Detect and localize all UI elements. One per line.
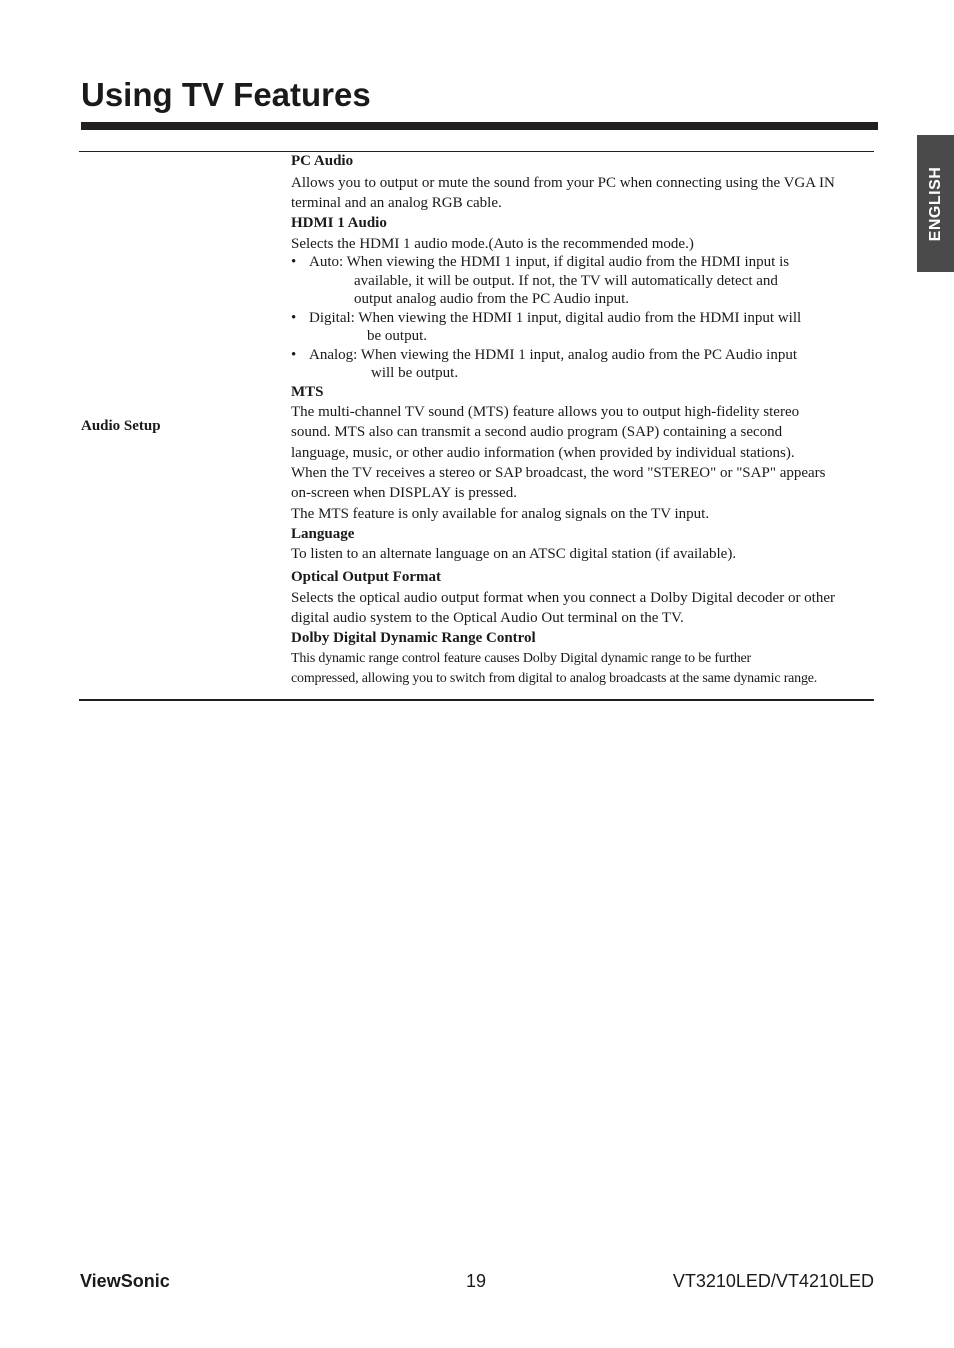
hdmi-analog-line: will be output. (371, 365, 459, 381)
page-title: Using TV Features (81, 76, 371, 113)
hdmi-auto-line: output analog audio from the PC Audio input. (354, 291, 629, 307)
mts-text-line: sound. MTS also can transmit a second audio program (SAP) containing a second (291, 424, 783, 440)
pc-audio-text-line: terminal and an analog RGB cable. (291, 195, 502, 211)
dolby-text-line: compressed, allowing you to switch from digital to analog broadcasts at the same dynamic range. (291, 671, 818, 686)
hdmi-audio-intro: Selects the HDMI 1 audio mode.(Auto is the recommended mode.) (291, 236, 694, 252)
bullet-marker: • (291, 310, 297, 326)
footer-model: VT3210LED/VT4210LED (672, 1271, 874, 1291)
hdmi-audio-heading: HDMI 1 Audio (291, 215, 387, 231)
hdmi-digital-line: Digital: When viewing the HDMI 1 input, digital audio from the HDMI input will (309, 310, 802, 326)
mts-heading: MTS (291, 384, 324, 400)
mts-text-line: The multi-channel TV sound (MTS) feature allows you to output high-fidelity stereo (291, 404, 800, 420)
language-tab (917, 135, 954, 272)
title-divider (81, 122, 878, 130)
page-number: 19 (466, 1271, 487, 1291)
dolby-heading: Dolby Digital Dynamic Range Control (291, 630, 536, 646)
dolby-text-line: This dynamic range control feature causes Dolby Digital dynamic range to be further (291, 651, 752, 666)
row-label-audio-setup: Audio Setup (81, 418, 161, 434)
hdmi-auto-line: Auto: When viewing the HDMI 1 input, if digital audio from the HDMI input is (309, 254, 790, 270)
hdmi-digital-line: be output. (367, 328, 427, 344)
hdmi-analog-line: Analog: When viewing the HDMI 1 input, analog audio from the PC Audio input (309, 347, 797, 363)
optical-text-line: Selects the optical audio output format when you connect a Dolby Digital decoder or other (291, 590, 836, 606)
bullet-marker: • (291, 254, 297, 270)
optical-heading: Optical Output Format (291, 569, 441, 585)
mts-text-line: The MTS feature is only available for analog signals on the TV input. (291, 506, 710, 522)
language-tab-label: ENGLISH (926, 166, 944, 241)
mts-text-line: When the TV receives a stereo or SAP broadcast, the word "STEREO" or "SAP" appears (291, 465, 826, 481)
table-top-border (79, 151, 874, 152)
pc-audio-text-line: Allows you to output or mute the sound from your PC when connecting using the VGA IN (291, 175, 835, 191)
language-heading: Language (291, 526, 355, 542)
footer-brand: ViewSonic (80, 1271, 170, 1291)
optical-text-line: digital audio system to the Optical Audio Out terminal on the TV. (291, 610, 684, 626)
language-text-line: To listen to an alternate language on an ATSC digital station (if available). (291, 546, 737, 562)
bullet-marker: • (291, 347, 297, 363)
table-bottom-border (79, 699, 874, 701)
pc-audio-heading: PC Audio (291, 153, 354, 169)
mts-text-line: language, music, or other audio information (when provided by individual stations). (291, 445, 795, 461)
mts-text-line: on-screen when DISPLAY is pressed. (291, 485, 517, 501)
hdmi-auto-line: available, it will be output. If not, the TV will automatically detect and (354, 273, 778, 289)
